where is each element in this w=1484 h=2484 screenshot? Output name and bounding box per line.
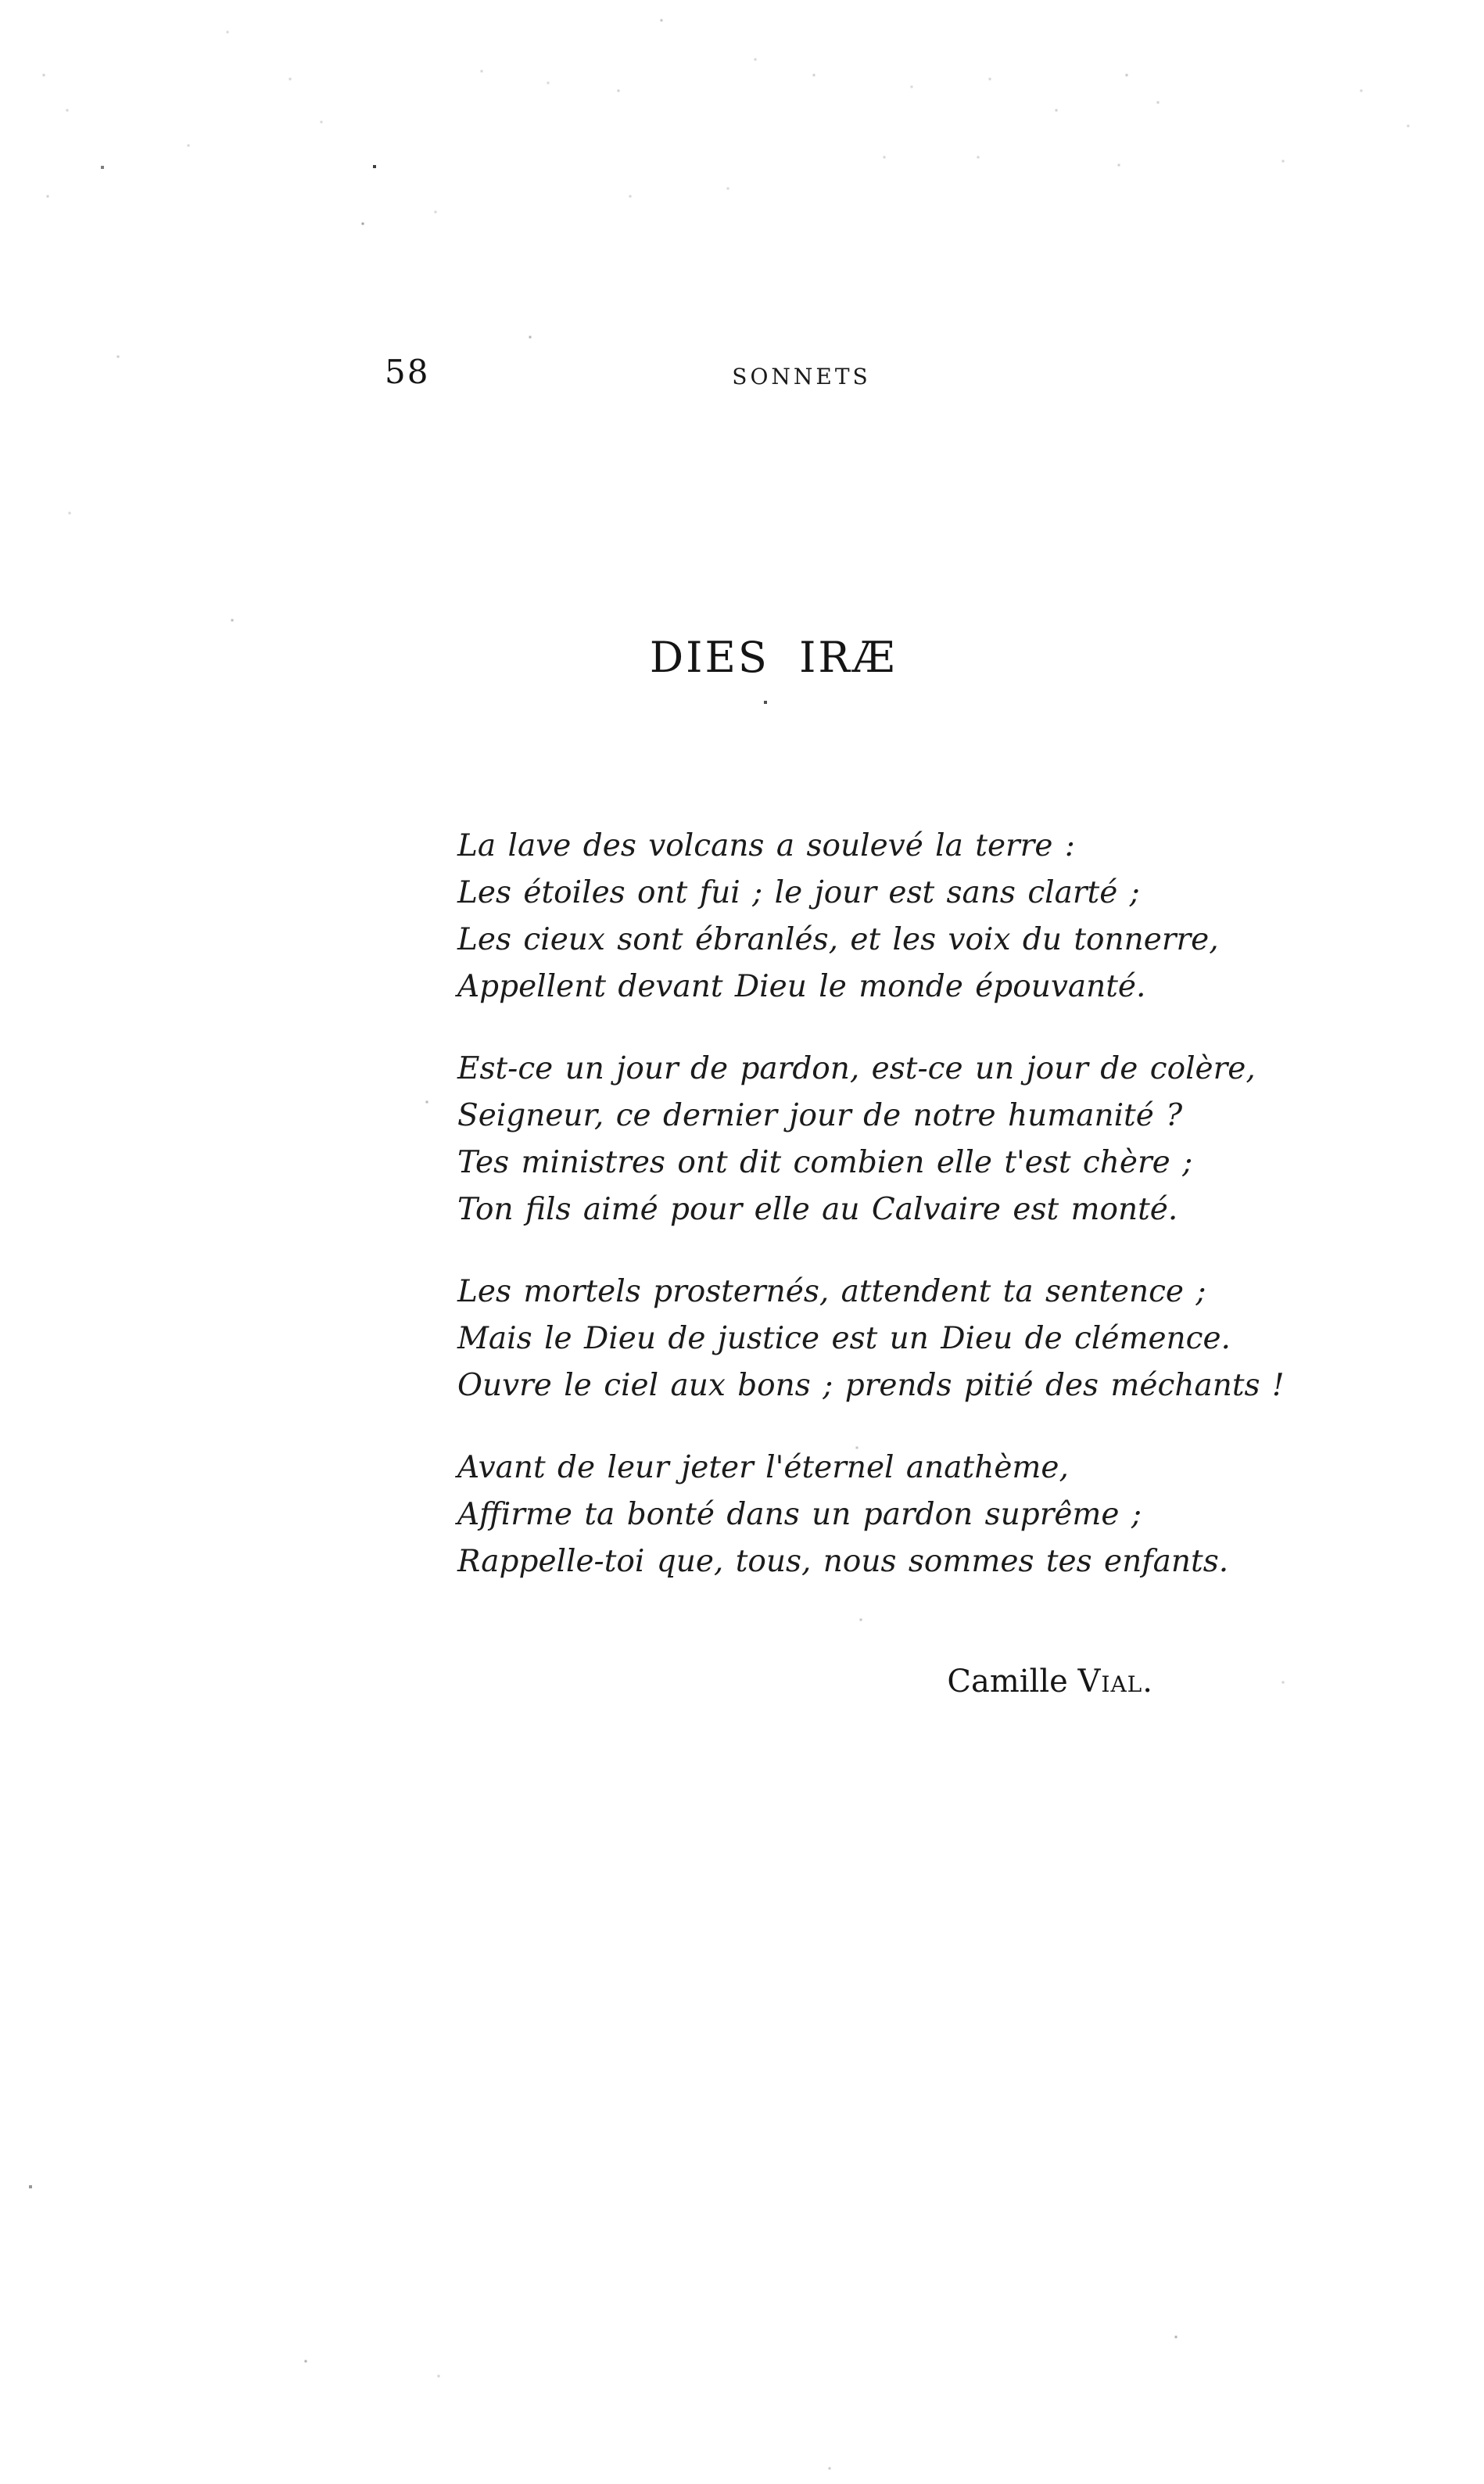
running-title: SONNETS xyxy=(732,364,871,389)
poem-line: Ouvre le ciel aux bons ; prends pitié des méchants ! xyxy=(457,1368,1285,1403)
poem-line: La lave des volcans a soulevé la terre : xyxy=(457,828,1075,863)
poem-line: Les étoiles ont fui ; le jour est sans clarté ; xyxy=(457,875,1140,910)
scan-speckles xyxy=(0,0,2,2)
poem-line: Avant de leur jeter l'éternel anathème, xyxy=(457,1450,1069,1485)
stanza xyxy=(457,823,1219,1010)
page-number: 58 xyxy=(385,353,430,391)
author-surname: Vial. xyxy=(1077,1664,1153,1700)
stanza xyxy=(457,1269,1285,1409)
author-first-name: Camille xyxy=(947,1664,1068,1700)
stanza xyxy=(457,1445,1229,1585)
running-header xyxy=(119,366,1484,388)
poem xyxy=(457,823,1285,1585)
poem-line: Tes ministres ont dit combien elle t'est chère ; xyxy=(457,1145,1193,1180)
poem-line: Appellent devant Dieu le monde épouvanté. xyxy=(457,969,1146,1004)
poem-line: Seigneur, ce dernier jour de notre humanité ? xyxy=(457,1098,1183,1133)
poem-title: DIES IRÆ xyxy=(649,633,898,682)
poem-line: Ton fils aimé pour elle au Calvaire est monté. xyxy=(457,1192,1178,1227)
poem-line: Mais le Dieu de justice est un Dieu de clémence. xyxy=(457,1321,1231,1356)
poem-line: Les cieux sont ébranlés, et les voix du tonnerre, xyxy=(457,922,1219,957)
poem-line: Rappelle-toi que, tous, nous sommes tes enfants. xyxy=(457,1544,1229,1579)
poem-line: Est-ce un jour de pardon, est-ce un jour de colère, xyxy=(457,1051,1256,1086)
poem-line: Affirme ta bonté dans un pardon suprême ; xyxy=(457,1497,1142,1532)
stanza xyxy=(457,1046,1256,1233)
poem-title-row xyxy=(63,633,1484,682)
author-signature xyxy=(947,1664,1153,1699)
poem-line: Les mortels prosternés, attendent ta sentence ; xyxy=(457,1274,1206,1309)
